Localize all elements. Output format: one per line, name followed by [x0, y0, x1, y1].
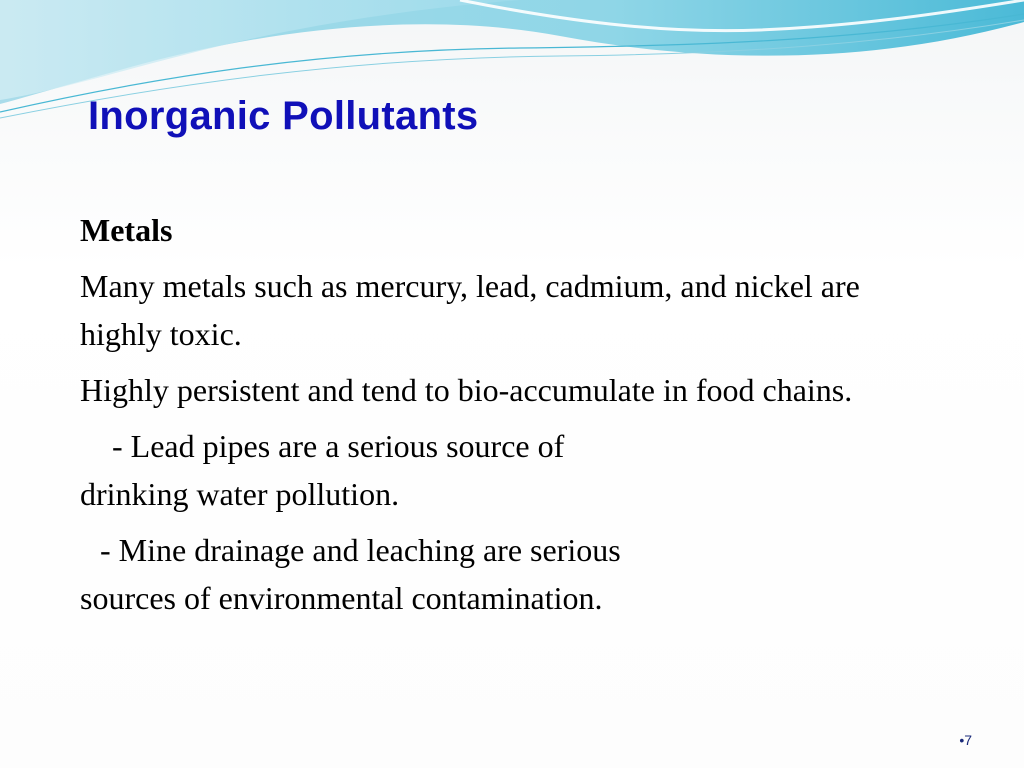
paragraph-mine-drainage — [80, 526, 910, 622]
page-number: •7 — [959, 732, 972, 748]
paragraph-persistence: Highly persistent and tend to bio-accumulate in food chains. — [80, 372, 853, 408]
slide-body — [80, 206, 910, 630]
slide-title: Inorganic Pollutants — [88, 94, 479, 138]
lead-pipes-line-1: - Lead pipes are a serious source of — [112, 428, 565, 464]
section-heading: Metals — [80, 212, 173, 248]
mine-drainage-line-1: - Mine drainage and leaching are serious — [100, 532, 621, 568]
paragraph-toxic-metals: Many metals such as mercury, lead, cadmium, and nickel are highly toxic. — [80, 268, 860, 352]
lead-pipes-line-2: drinking water pollution. — [80, 476, 400, 512]
paragraph-lead-pipes — [80, 422, 910, 518]
mine-drainage-line-2: sources of environmental contamination. — [80, 580, 603, 616]
